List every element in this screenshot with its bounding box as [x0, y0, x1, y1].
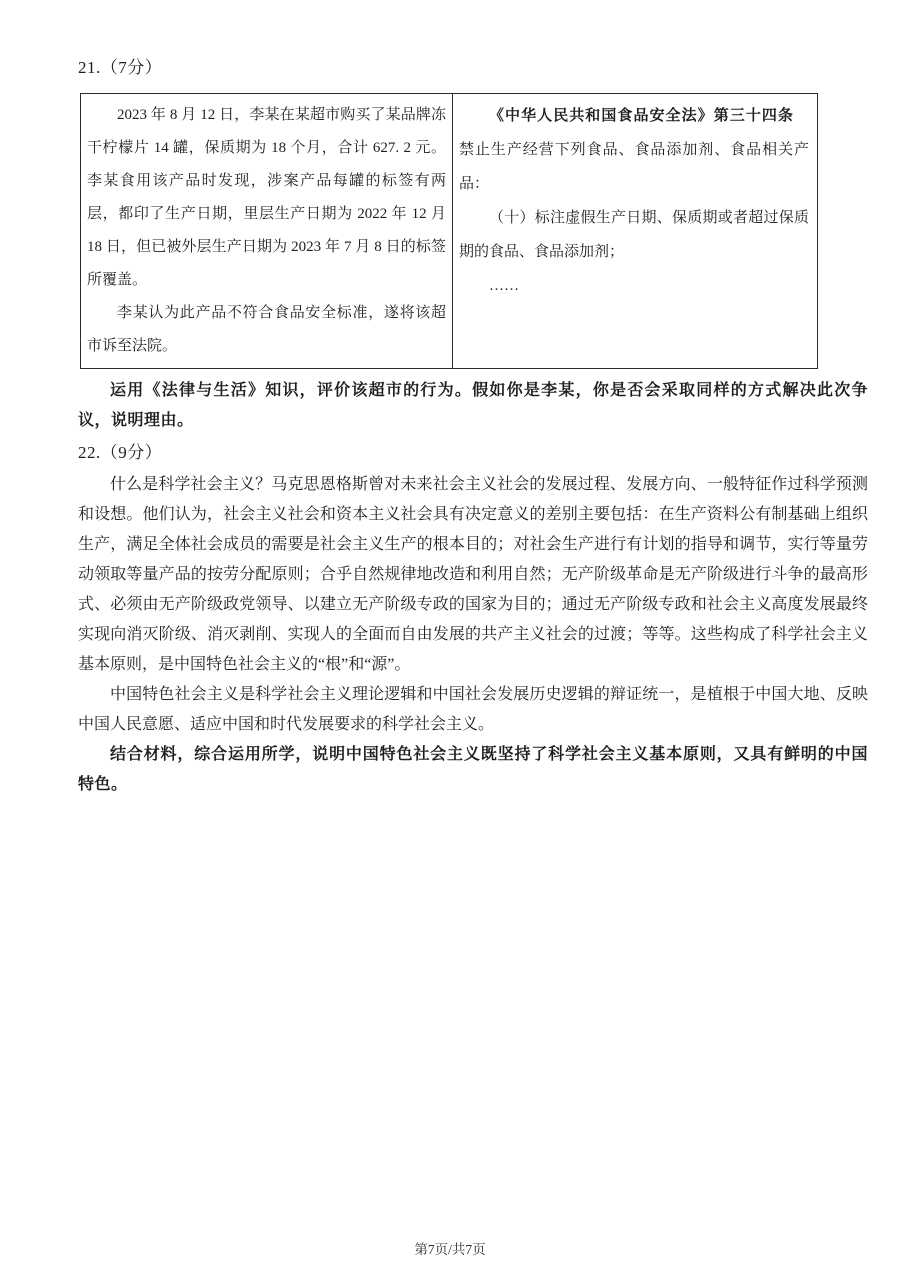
law-ellipsis: ……	[489, 278, 519, 294]
page-number-footer: 第7页/共7页	[414, 1242, 486, 1257]
question21-number: 21.（7分）	[78, 58, 163, 77]
law-article-paragraph	[459, 99, 809, 201]
question21-task: 运用《法律与生活》知识，评价该超市的行为。假如你是李某，你是否会采取同样的方式解决此次争议，说明理由。	[78, 382, 868, 429]
law-intro: 禁止生产经营下列食品、食品添加剂、食品相关产品：	[459, 108, 809, 192]
law-title: 《中华人民共和国食品安全法》第三十四条	[489, 107, 794, 124]
case-paragraph-2: 李某认为此产品不符合食品安全标准，遂将该超市诉至法院。	[87, 305, 446, 354]
law-excerpt-cell	[453, 94, 817, 368]
page-content	[78, 57, 868, 800]
question22-task: 结合材料，综合运用所学，说明中国特色社会主义既坚持了科学社会主义基本原则，又具有鲜明的中国特色。	[78, 746, 868, 793]
case-paragraph-1: 2023 年 8 月 12 日，李某在某超市购买了某品牌冻干柠檬片 14 罐，保质期为 18 个月，合计 627. 2 元。李某食用该产品时发现，涉案产品每罐的标签有两层，都印了生产日期，里层生产日期为 2022 年 12 月 18 日，但已被外层生产日期为 2023 年 7 月 8 日的标签所覆盖。	[87, 107, 446, 288]
question21-material-table	[80, 93, 818, 369]
question22-number: 22.（9分）	[78, 443, 163, 462]
law-item-10: （十）标注虚假生产日期、保质期或者超过保质期的食品、食品添加剂；	[459, 210, 809, 260]
case-description-cell	[81, 94, 453, 368]
question22-material-1: 什么是科学社会主义？马克思恩格斯曾对未来社会主义社会的发展过程、发展方向、一般特征作过科学预测和设想。他们认为，社会主义社会和资本主义社会具有决定意义的差别主要包括：在生产资料公有制基础上组织生产，满足全体社会成员的需要是社会主义生产的根本目的；对社会生产进行有计划的指导和调节，实行等量劳动领取等量产品的按劳分配原则；合乎自然规律地改造和利用自然；无产阶级革命是无产阶级进行斗争的最高形式、必须由无产阶级政党领导、以建立无产阶级专政的国家为目的；通过无产阶级专政和社会主义高度发展最终实现向消灭阶级、消灭剥削、实现人的全面而自由发展的共产主义社会的过渡；等等。这些构成了科学社会主义基本原则，是中国特色社会主义的“根”和“源”。	[78, 476, 868, 673]
question22-material-2: 中国特色社会主义是科学社会主义理论逻辑和中国社会发展历史逻辑的辩证统一，是植根于中国大地、反映中国人民意愿、适应中国和时代发展要求的科学社会主义。	[78, 686, 868, 733]
